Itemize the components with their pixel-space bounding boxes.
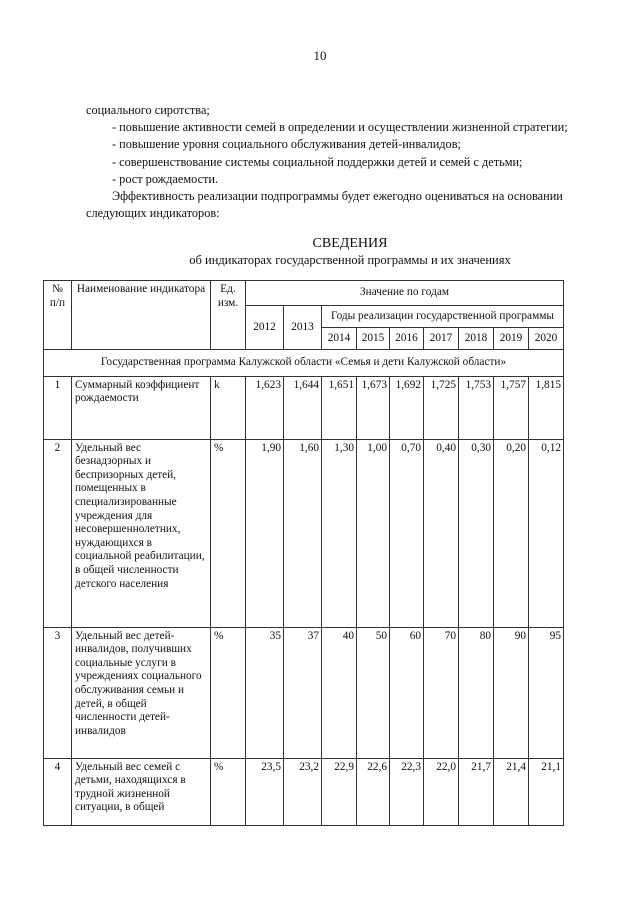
text-line: социального сиротства; [86, 103, 210, 117]
value-cell: 23,2 [284, 758, 322, 825]
header-year: 2012 [246, 306, 284, 350]
value-cell: 22,6 [357, 758, 390, 825]
value-cell: 37 [284, 627, 322, 758]
value-cell: 1,00 [357, 439, 390, 627]
value-cell: 21,4 [494, 758, 529, 825]
bullet-item: - рост рождаемости. [112, 171, 219, 186]
value-cell: 1,692 [390, 376, 424, 439]
header-year: 2015 [357, 328, 390, 350]
value-cell: 1,673 [357, 376, 390, 439]
unit-cell: % [211, 439, 246, 627]
row-number: 2 [44, 439, 72, 627]
value-cell: 0,20 [494, 439, 529, 627]
text-line: Эффективность реализации подпрограммы будет ежегодно оцениваться на основании [112, 189, 563, 204]
unit-cell: % [211, 758, 246, 825]
value-cell: 1,644 [284, 376, 322, 439]
value-cell: 1,753 [459, 376, 494, 439]
indicator-name: Суммарный коэффициент рождаемости [72, 376, 211, 439]
value-cell: 21,7 [459, 758, 494, 825]
table-row [44, 376, 564, 439]
row-number: 4 [44, 758, 72, 825]
header-year: 2016 [390, 328, 424, 350]
value-cell: 1,815 [529, 376, 564, 439]
header-year: 2014 [322, 328, 357, 350]
value-cell: 90 [494, 627, 529, 758]
section-title: СВЕДЕНИЯ [312, 236, 388, 251]
unit-cell: % [211, 627, 246, 758]
value-cell: 0,12 [529, 439, 564, 627]
value-cell: 60 [390, 627, 424, 758]
header-implementation-years: Годы реализации государственной программы [322, 306, 564, 328]
value-cell: 23,5 [246, 758, 284, 825]
value-cell: 95 [529, 627, 564, 758]
value-cell: 35 [246, 627, 284, 758]
header-year: 2020 [529, 328, 564, 350]
value-cell: 22,3 [390, 758, 424, 825]
value-cell: 1,90 [246, 439, 284, 627]
unit-cell: k [211, 376, 246, 439]
page-number: 10 [313, 48, 327, 63]
indicators-table [43, 280, 564, 826]
indicator-name: Удельный вес детей-инвалидов, получивших социальные услуги в учреждениях социального обслуживания семьи и детей, в общей численности детей-инвалидов [72, 627, 211, 758]
value-cell: 1,725 [424, 376, 459, 439]
header-year: 2017 [424, 328, 459, 350]
body-paragraph [86, 102, 586, 222]
header-values-by-year: Значение по годам [246, 281, 564, 306]
header-year: 2013 [284, 306, 322, 350]
value-cell: 21,1 [529, 758, 564, 825]
indicator-name: Удельный вес безнадзорных и беспризорных детей, помещенных в специализированные учреждения для несовершеннолетних, нуждающихся в социальной реабилитации, в общей численности детского населения [72, 439, 211, 627]
indicator-name: Удельный вес семей с детьми, находящихся в трудной жизненной ситуации, в общей [72, 758, 211, 825]
header-number: № п/п [44, 281, 72, 350]
header-year: 2018 [459, 328, 494, 350]
header-indicator-name: Наименование индикатора [72, 281, 211, 350]
value-cell: 80 [459, 627, 494, 758]
value-cell: 1,60 [284, 439, 322, 627]
value-cell: 0,40 [424, 439, 459, 627]
value-cell: 1,30 [322, 439, 357, 627]
header-unit: Ед. изм. [211, 281, 246, 350]
value-cell: 1,623 [246, 376, 284, 439]
value-cell: 22,9 [322, 758, 357, 825]
table-row [44, 627, 564, 758]
header-year: 2019 [494, 328, 529, 350]
value-cell: 0,30 [459, 439, 494, 627]
value-cell: 0,70 [390, 439, 424, 627]
bullet-item: - повышение активности семей в определении и осуществлении жизненной стратегии; [112, 120, 568, 135]
table-row [44, 758, 564, 825]
program-title-row: Государственная программа Калужской области «Семья и дети Калужской области» [44, 350, 564, 377]
row-number: 3 [44, 627, 72, 758]
bullet-item: - совершенствование системы социальной поддержки детей и семей с детьми; [112, 154, 523, 169]
value-cell: 1,651 [322, 376, 357, 439]
row-number: 1 [44, 376, 72, 439]
table-row [44, 439, 564, 627]
text-line: следующих индикаторов: [86, 206, 220, 221]
value-cell: 50 [357, 627, 390, 758]
section-subtitle: об индикаторах государственной программы и их значениях [189, 253, 511, 267]
value-cell: 70 [424, 627, 459, 758]
value-cell: 40 [322, 627, 357, 758]
value-cell: 1,757 [494, 376, 529, 439]
value-cell: 22,0 [424, 758, 459, 825]
bullet-item: - повышение уровня социального обслуживания детей-инвалидов; [112, 137, 461, 152]
